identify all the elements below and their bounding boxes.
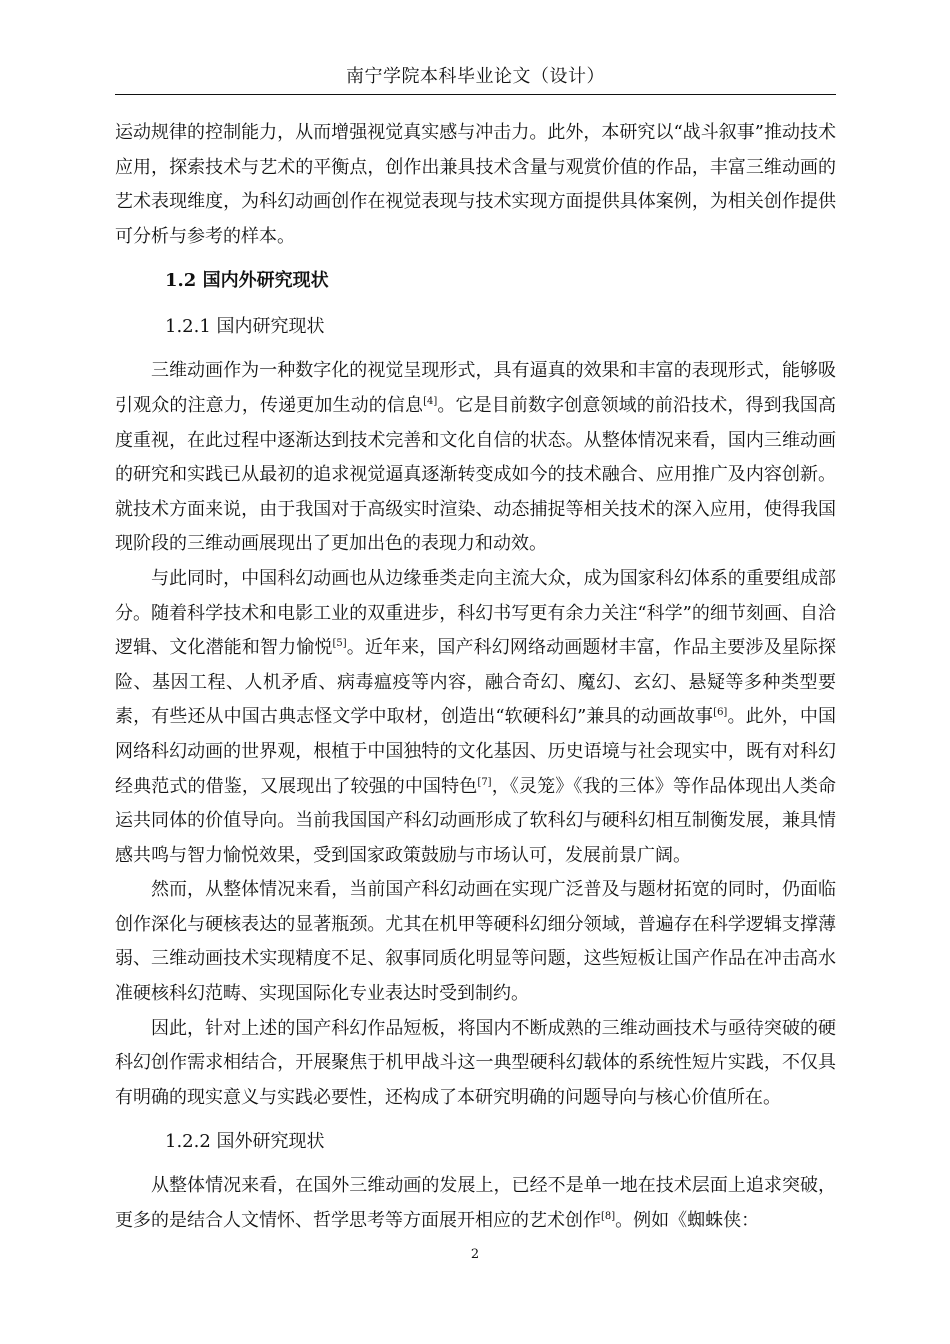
paragraph-text: 与此同时，中国科幻动画也从边缘垂类走向主流大众，成为国家科幻体系的重要组成部分。随着科学技术和电影工业的双重进步，科幻书写更有余力关注“科学”的细节刻画、自洽逻辑、文化潜能和智力愉悦 [115,567,836,659]
paragraph-text: 三维动画作为一种数字化的视觉呈现形式，具有逼真的效果和丰富的表现形式，能够吸引观众的注意力，传递更加生动的信息 [115,360,836,416]
paragraph-foreign-1 [115,1169,836,1238]
subsection-heading-1-2-2: 1.2.2 国外研究现状 [165,1131,325,1153]
citation-ref: [7] [477,776,492,788]
paragraph-intro-continuation: 运动规律的控制能力，从而增强视觉真实感与冲击力。此外，本研究以“战斗叙事”推动技术应用，探索技术与艺术的平衡点，创作出兼具技术含量与观赏价值的作品，丰富三维动画的艺术表现维度，为科幻动画创作在视觉表现与技术实现方面提供具体案例，为相关创作提供可分析与参考的样本。 [115,122,836,247]
citation-ref: [4] [423,395,438,407]
page-number: 2 [470,1247,480,1262]
header-divider [115,94,836,95]
page-header-title: 南宁学院本科毕业论文（设计） [346,66,605,87]
subsection-heading-1-2-1: 1.2.1 国内研究现状 [165,316,325,338]
paragraph-text: 从整体情况来看，在国外三维动画的发展上，已经不是单一地在技术层面上追求突破，更多的是结合人文情怀、哲学思考等方面展开相应的艺术创作 [115,1175,836,1232]
citation-ref: [8] [601,1211,616,1223]
paragraph-text: 。它是目前数字创意领域的前沿技术，得到我国高度重视，在此过程中逐渐达到技术完善和文化自信的状态。从整体情况来看，国内三维动画的研究和实践已从最初的追求视觉逼真逐渐转变成如今的技术融合、应用推广及内容创新。就技术方面来说，由于我国对于高级实时渲染、动态捕捉等相关技术的深入应用，使得我国现阶段的三维动画展现出了更加出色的表现力和动效。 [115,394,837,555]
paragraph-text: 。例如《蜘蛛侠： [615,1210,760,1232]
paragraph-text: ，《灵笼》《我的三体》等作品体现出人类命运共同体的价值导向。当前我国国产科幻动画形成了软科幻与硬科幻相互制衡发展，兼具情感共鸣与智力愉悦效果，受到国家政策鼓励与市场认可，发展前景广阔。 [115,775,837,866]
paragraph-domestic-3: 然而，从整体情况来看，当前国产科幻动画在实现广泛普及与题材拓宽的同时，仍面临创作深化与硬核表达的显著瓶颈。尤其在机甲等硬科幻细分领域，普遍存在科学逻辑支撑薄弱、三维动画技术实现精度不足、叙事同质化明显等问题，这些短板让国产作品在冲击高水准硬核科幻范畴、实现国际化专业表达时受到制约。 [115,879,836,1005]
paragraph-domestic-4: 因此，针对上述的国产科幻作品短板，将国内不断成熟的三维动画技术与亟待突破的硬科幻创作需求相结合，开展聚焦于机甲战斗这一典型硬科幻载体的系统性短片实践，不仅具有明确的现实意义与实践必要性，还构成了本研究明确的问题导向与核心价值所在。 [115,1017,836,1108]
paragraph-domestic-2 [115,562,836,873]
section-heading-1-2: 1.2 国内外研究现状 [165,270,329,292]
document-body [115,116,836,1239]
citation-ref: [6] [713,707,728,719]
paragraph-text: 。近年来，国产科幻网络动画题材丰富，作品主要涉及星际探险、基因工程、人机矛盾、病毒瘟疫等内容，融合奇幻、魔幻、玄幻、悬疑等多种类型要素，有些还从中国古典志怪文学中取材，创造出“软硬科幻”兼具的动画故事 [115,637,836,728]
paragraph-text: 。此外，中国网络科幻动画的世界观，根植于中国独特的文化基因、历史语境与社会现实中，既有对科幻经典范式的借鉴，又展现出了较强的中国特色 [115,706,837,797]
citation-ref: [5] [332,638,347,650]
paragraph-domestic-1 [115,354,836,562]
